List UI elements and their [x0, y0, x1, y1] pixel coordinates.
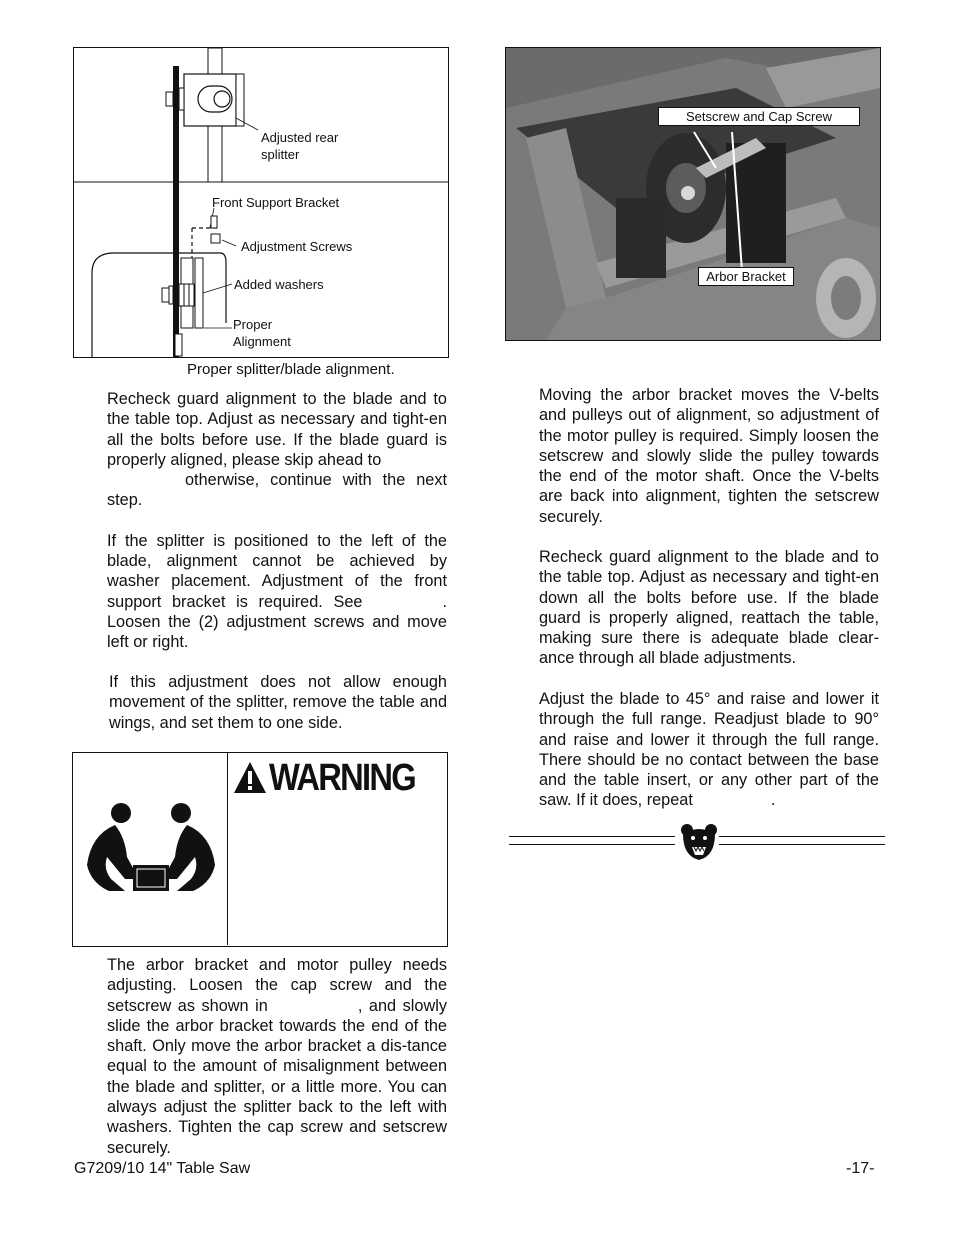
footer-page-number: -17- — [846, 1160, 875, 1177]
warning-icon-panel — [73, 753, 228, 945]
label-arbor-bracket: Arbor Bracket — [698, 267, 794, 286]
label-adjustment-screws: Adjustment Screws — [241, 239, 353, 254]
arbor-bracket-photo — [505, 47, 881, 341]
label-setscrew-cap-screw: Setscrew and Cap Screw — [658, 107, 860, 126]
grizzly-bear-logo-icon — [679, 822, 719, 862]
two-person-lift-icon — [81, 795, 221, 905]
warning-box — [72, 752, 448, 947]
paragraph-arbor-bracket: The arbor bracket and motor pulley needs adjusting. Loosen the cap screw and the setscrew as shown in , and slowly slide the arbor bracket towards the end of the shaft. Only move the arbor bracket a dis-tance equal to the amount of misalignment between the blade and splitter, or a little more. You can always adjust the splitter back to the left with washers. Tighten the cap screw and setscrew securely. — [107, 956, 447, 1157]
exclamation-triangle-icon — [233, 761, 267, 795]
label-front-support-bracket: Front Support Bracket — [212, 195, 340, 210]
paragraph-remove-table: If this adjustment does not allow enough movement of the splitter, remove the table and wings, and set them to one side. — [109, 673, 447, 732]
section-divider — [509, 826, 885, 866]
label-proper-alignment: Proper Alignment — [233, 317, 291, 349]
paragraph-motor-pulley: Moving the arbor bracket moves the V-belts and pulleys out of alignment, so adjustment of the motor pulley is required. Simply loosen the setscrew and slowly slide the pulley towards the end of the motor shaft. Once the V-belts are back into alignment, tighten the setscrew securely. — [539, 386, 879, 526]
footer-model: G7209/10 14" Table Saw — [74, 1160, 251, 1177]
paragraph-adjust-blade: Adjust the blade to 45° and raise and lower it through the full range. Readjust blade to 90° and raise and lower it through the full range. There should be no contact between the base and the table insert, or any other part of the saw. If it does, repeat . — [539, 690, 879, 810]
saw-interior-illustration — [506, 48, 880, 340]
paragraph-recheck-guard: Recheck guard alignment to the blade and to the table top. Adjust as necessary and tight-en all the bolts before use. If the blade guard is properly aligned, please skip ahead to otherwise, continue with the next step. — [107, 390, 447, 510]
label-adjusted-rear-splitter: Adjusted rear splitter — [261, 130, 339, 162]
paragraph-splitter-left: If the splitter is positioned to the left of the blade, alignment cannot be achieved by washer placement. Adjustment of the front support bracket is required. See . Loosen the (2) adjustment screws and move left or right. — [107, 531, 447, 652]
left-column — [107, 389, 447, 653]
warning-title: WARNING — [269, 757, 415, 799]
figure-caption: Proper splitter/blade alignment. — [187, 361, 395, 378]
label-added-washers: Added washers — [234, 277, 324, 292]
splitter-alignment-figure — [73, 47, 449, 358]
paragraph-recheck-guard-2: Recheck guard alignment to the blade and to the table top. Adjust as necessary and tight-en down all the bolts before use. If the blade guard is properly aligned, reattach the table, making sure there is adequate blade clear-ance through all blade adjustments. — [539, 548, 879, 668]
